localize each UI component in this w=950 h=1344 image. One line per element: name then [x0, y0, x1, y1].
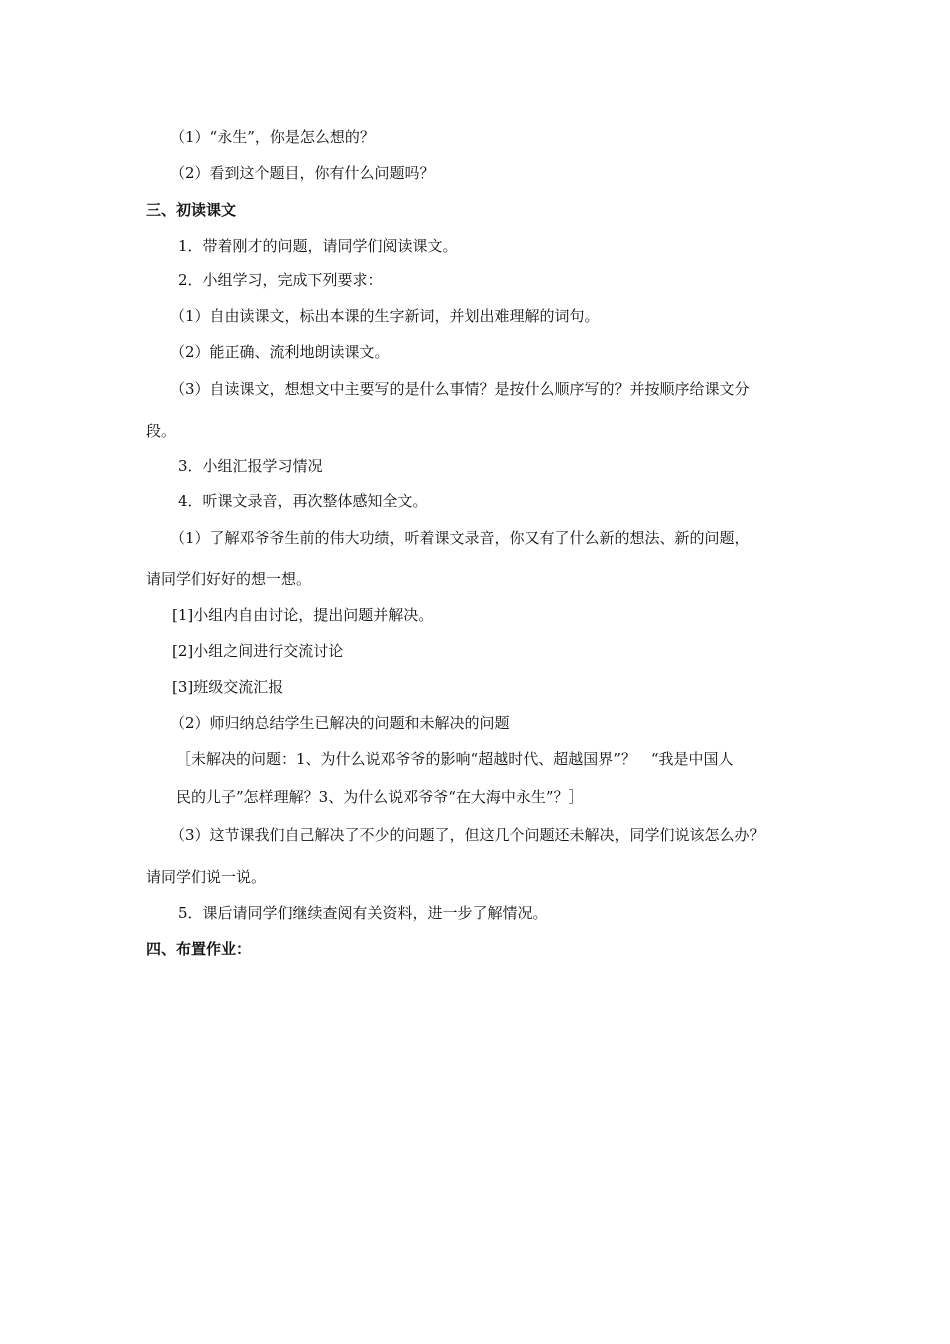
text-line: （1）了解邓爷爷生前的伟大功绩，听着课文录音，你又有了什么新的想法、新的问题， — [170, 529, 750, 547]
text-line: （2）能正确、流利地朗读课文。 — [170, 343, 390, 361]
text-line: 民的儿子”怎样理解？3、为什么说邓爷爷“在大海中永生”？］ — [176, 788, 584, 806]
text-line: （2）看到这个题目，你有什么问题吗？ — [170, 164, 435, 182]
section-heading: 四、布置作业： — [146, 940, 252, 958]
text-line: 请同学们好好的想一想。 — [146, 570, 312, 588]
text-line: [3]班级交流汇报 — [172, 678, 284, 696]
text-line: （1）“永生”，你是怎么想的？ — [170, 128, 375, 146]
section-heading: 三、初读课文 — [146, 201, 237, 219]
text-line: （2）师归纳总结学生已解决的问题和未解决的问题 — [170, 714, 510, 732]
text-line: 请同学们说一说。 — [146, 868, 267, 886]
text-line: 2．小组学习，完成下列要求： — [178, 271, 383, 289]
text-line: 段。 — [146, 422, 177, 440]
text-line: [2]小组之间进行交流讨论 — [172, 642, 344, 660]
text-line: ［未解决的问题：1、为什么说邓爷爷的影响“超越时代、超越国界”？ “我是中国人 — [176, 750, 734, 768]
text-line: 3．小组汇报学习情况 — [178, 457, 323, 475]
text-line: （1）自由读课文，标出本课的生字新词，并划出难理解的词句。 — [170, 307, 600, 325]
text-line: 4．听课文录音，再次整体感知全文。 — [178, 492, 428, 510]
text-line: 1．带着刚才的问题，请同学们阅读课文。 — [178, 237, 458, 255]
text-line: （3）这节课我们自己解决了不少的问题了，但这几个问题还未解决，同学们说该怎么办？ — [170, 826, 765, 844]
text-line: 5．课后请同学们继续查阅有关资料，进一步了解情况。 — [178, 904, 548, 922]
text-line: （3）自读课文，想想文中主要写的是什么事情？是按什么顺序写的？并按顺序给课文分 — [170, 380, 750, 398]
text-line: [1]小组内自由讨论，提出问题并解决。 — [172, 606, 434, 624]
